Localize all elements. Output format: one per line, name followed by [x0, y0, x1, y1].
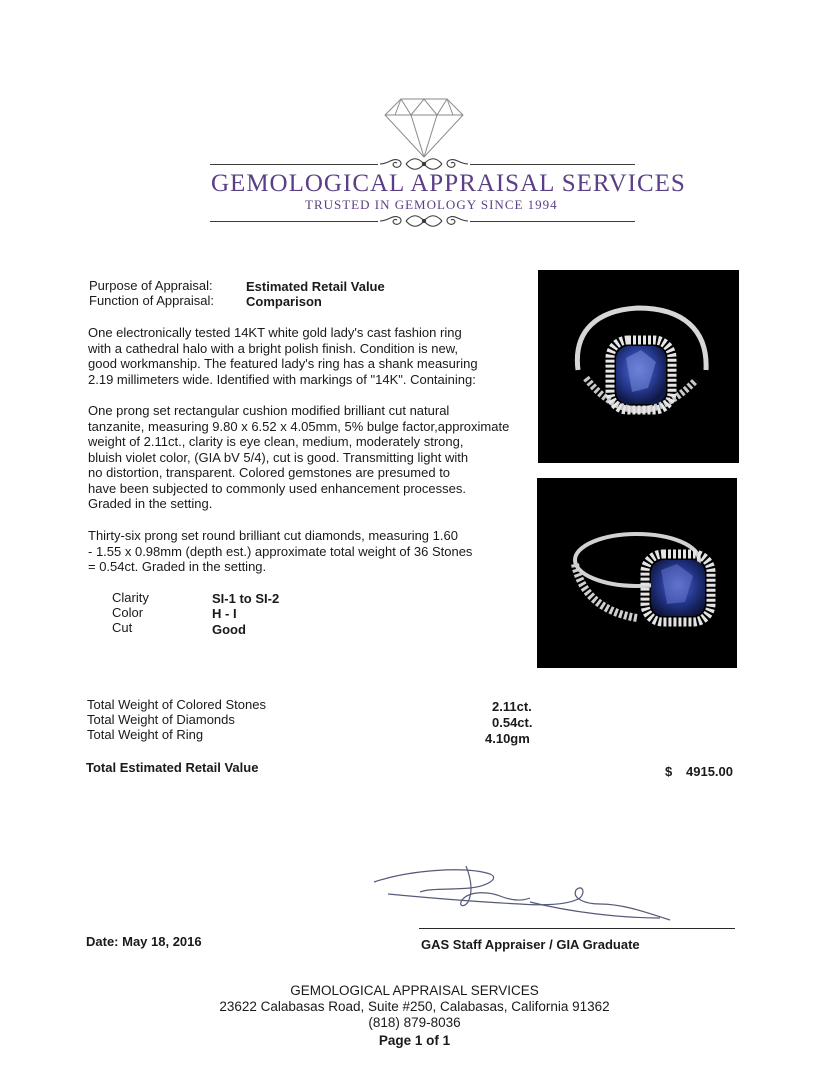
- total-value: 4.10gm: [485, 731, 530, 746]
- ring-photo-angle: [537, 478, 737, 668]
- purpose-value: Estimated Retail Value: [246, 279, 385, 294]
- diamond-icon: [383, 97, 465, 159]
- function-label: Function of Appraisal:: [89, 293, 215, 308]
- total-value: 0.54ct.: [492, 715, 533, 730]
- grade-label: Clarity: [112, 590, 149, 605]
- total-value: 2.11ct.: [492, 699, 532, 714]
- grade-value: SI-1 to SI-2: [212, 591, 280, 606]
- retail-value-label: Total Estimated Retail Value: [86, 760, 259, 775]
- appraisal-date: Date: May 18, 2016: [86, 934, 202, 949]
- signature: [370, 862, 690, 930]
- total-label: Total Weight of Diamonds: [87, 712, 235, 727]
- total-label: Total Weight of Colored Stones: [87, 697, 266, 712]
- grade-value: Good: [212, 622, 246, 637]
- scroll-ornament-icon: [378, 211, 470, 231]
- function-value: Comparison: [246, 294, 322, 309]
- total-label: Total Weight of Ring: [87, 727, 204, 742]
- grade-value: H - I: [212, 606, 237, 621]
- retail-value-amount: 4915.00: [686, 764, 733, 779]
- company-name: GEMOLOGICAL APPRAISAL SERVICES: [211, 170, 686, 197]
- grade-label: Cut: [112, 620, 133, 635]
- purpose-label: Purpose of Appraisal:: [89, 278, 213, 293]
- company-tagline: TRUSTED IN GEMOLOGY SINCE 1994: [305, 197, 558, 212]
- ring-description: One electronically tested 14KT white gold lady's cast fashion ring with a cathedral halo with a bright polish finish. Condition is new, good workmanship. The featured lady's ring has a shank measuring 2.19 millimeters wide. Identified with markings of "14K". Containing:: [88, 325, 478, 387]
- appraiser-title: GAS Staff Appraiser / GIA Graduate: [421, 937, 640, 952]
- footer-company: GEMOLOGICAL APPRAISAL SERVICES: [290, 983, 539, 998]
- diamond-description: Thirty-six prong set round brilliant cut diamonds, measuring 1.60 - 1.55 x 0.98mm (depth est.) approximate total weight of 36 Stones = 0.54ct. Graded in the setting.: [88, 528, 473, 574]
- currency-symbol: $: [665, 764, 673, 779]
- footer-address: 23622 Calabasas Road, Suite #250, Calabasas, California 91362: [219, 999, 610, 1014]
- page-number: Page 1 of 1: [378, 1033, 451, 1048]
- grade-label: Color: [112, 605, 144, 620]
- ring-photo-front: [538, 270, 739, 463]
- tanzanite-description: One prong set rectangular cushion modified brilliant cut natural tanzanite, measuring 9.80 x 6.52 x 4.05mm, 5% bulge factor,approximate weight of 2.11ct., clarity is eye clean, medium, moderately strong, bluish violet color, (GIA bV 5/4), cut is good. Transmitting light with no distortion, transparent. Colored gemstones are presumed to have been subjected to commonly used enhancement processes. Graded in the setting.: [88, 403, 510, 511]
- footer-phone: (818) 879-8036: [368, 1015, 461, 1030]
